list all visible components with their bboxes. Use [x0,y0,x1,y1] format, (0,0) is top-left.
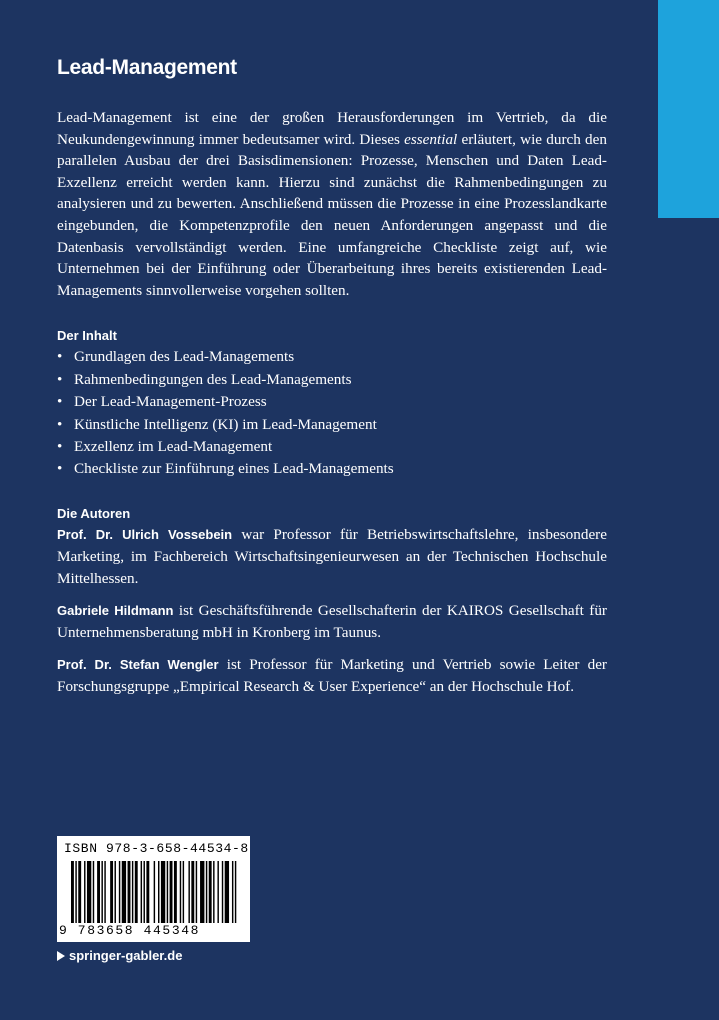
website-link[interactable] [57,948,182,963]
contents-item: • Checkliste zur Einführung eines Lead-Managements [57,458,607,480]
website-label: springer-gabler.de [69,948,183,963]
isbn-label: ISBN 978-3-658-44534-8 [64,841,249,856]
author-name: Prof. Dr. Stefan Wengler [57,656,219,672]
author-entry [57,524,607,590]
contents-item: • Rahmenbedingungen des Lead-Managements [57,369,607,391]
contents-list [57,346,607,480]
description-emphasis: essential [404,130,458,148]
contents-item: • Grundlagen des Lead-Managements [57,346,607,368]
contents-item: • Künstliche Intelligenz (KI) im Lead-Management [57,414,607,436]
author-name: Prof. Dr. Ulrich Vossebein [57,526,233,542]
description-paragraph [57,107,607,301]
author-bio: war Professor für Betriebswirtschaftslehre, insbesondere Marketing, im Fachbereich Wirtschaftsingenieurwesen an der Technischen Hochschule Mittelhessen. [57,525,607,587]
arrow-right-icon [57,951,65,961]
author-entry [57,654,607,698]
author-name: Gabriele Hildmann [57,602,174,618]
description-part-2: erläutert, wie durch den parallelen Ausbau der drei Basisdimensionen: Prozesse, Menschen und Daten Lead-Exzellenz erreicht werden kann. Hierzu sind zunächst die Rahmenbedingungen zu analysieren und zu bewerten. Anschließend müssen die Prozesse in eine Prozesslandkarte eingebunden, die Kompetenzprofile den neuen Anforderungen angepasst und die Datenbasis vervollständigt werden. Eine umfangreiche Checkliste zeigt auf, wie Unternehmen bei der Einführung oder Überarbeitung ihres bereits existierenden Lead-Managements sinnvollerweise vorgehen sollten. [57,130,607,299]
isbn-barcode [57,836,250,942]
book-title: Lead-Management [57,56,237,79]
description-part-1: Lead-Management ist eine der großen Herausforderungen im Vertrieb, da die Neukundengewinnung immer bedeutsamer wird. Dieses [57,109,607,148]
barcode-bars [71,861,241,923]
barcode-digits: 9 783658 445348 [59,923,201,938]
author-bio: ist Geschäftsführende Gesellschafterin der KAIROS Gesellschaft für Unternehmensberatung mbH in Kronberg im Taunus. [57,601,607,641]
author-bio: ist Professor für Marketing und Vertrieb sowie Leiter der Forschungsgruppe „Empirical Research & User Experience“ an der Hochschule Hof. [57,655,607,695]
authors-heading: Die Autoren [57,505,131,521]
contents-item: • Der Lead-Management-Prozess [57,391,607,413]
back-cover-content [57,56,607,698]
accent-tab [658,0,719,218]
contents-heading: Der Inhalt [57,328,117,344]
contents-item: • Exzellenz im Lead-Management [57,436,607,458]
author-entry [57,600,607,644]
